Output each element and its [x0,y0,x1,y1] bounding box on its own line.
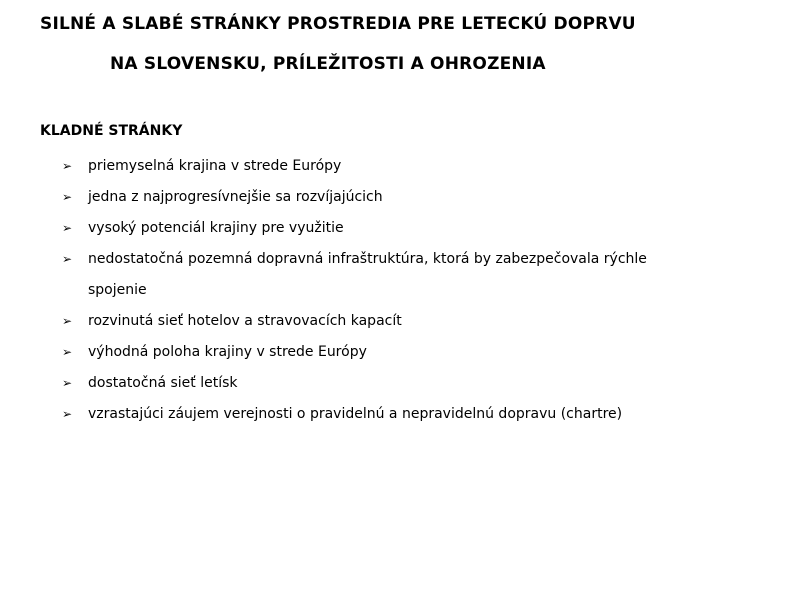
arrow-bullet-icon: ➢ [62,252,73,266]
list-item-text: výhodná poloha krajiny v strede Európy [88,344,367,360]
list-item [62,151,682,182]
list-item-text: rozvinutá sieť hotelov a stravovacích kapacít [88,313,402,329]
document-title-line-1: SILNÉ A SLABÉ STRÁNKY PROSTREDIA PRE LETECKÚ DOPRVU [40,14,636,34]
arrow-bullet-icon: ➢ [62,407,73,421]
list-item-text: vzrastajúci záujem verejnosti o pravidelnú a nepravidelnú dopravu (chartre) [88,406,623,422]
arrow-bullet-icon: ➢ [62,221,73,235]
arrow-bullet-icon: ➢ [62,376,73,390]
list-item [62,244,682,306]
list-item-text: nedostatočná pozemná dopravná infraštruktúra, ktorá by zabezpečovala rýchle spojenie [88,251,647,298]
arrow-bullet-icon: ➢ [62,159,73,173]
arrow-bullet-icon: ➢ [62,345,73,359]
list-item-text: priemyselná krajina v strede Európy [88,158,342,174]
list-item-text: jedna z najprogresívnejšie sa rozvíjajúcich [88,189,383,205]
list-item-text: vysoký potenciál krajiny pre využitie [88,220,344,236]
list-item [62,399,682,430]
arrow-bullet-icon: ➢ [62,190,73,204]
arrow-bullet-icon: ➢ [62,314,73,328]
list-item [62,213,682,244]
document-title-line-2: NA SLOVENSKU, PRÍLEŽITOSTI A OHROZENIA [110,54,546,74]
section-heading: KLADNÉ STRÁNKY [40,123,183,139]
list-item [62,368,682,399]
list-item [62,182,682,213]
list-item [62,306,682,337]
list-item [62,337,682,368]
bullet-list [62,151,682,430]
list-item-text: dostatočná sieť letísk [88,375,238,391]
